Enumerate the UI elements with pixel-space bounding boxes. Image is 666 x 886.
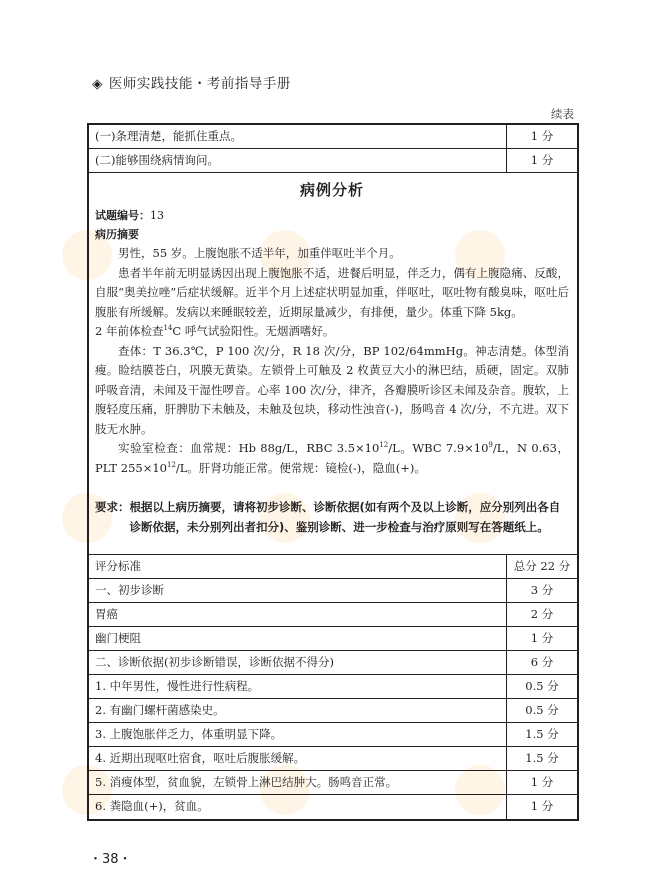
criterion-cell: 1. 中年男性，慢性进行性病程。 [89,675,507,698]
score-cell: 1 分 [530,799,554,813]
score-cell: 1 分 [530,129,554,143]
criterion-cell: 幽门梗阻 [89,627,507,650]
score-cell: 3 分 [530,583,554,597]
criterion-cell: 4. 近期出现呕吐宿食，呕吐后腹胀缓解。 [89,747,507,770]
table-row [89,795,577,819]
score-cell: 1 分 [530,775,554,789]
table-row [89,579,577,603]
chief-complaint: 男性，55 岁。上腹饱胀不适半年，加重伴呕吐半个月。 [118,246,401,260]
criterion-cell: (二)能够围绕病情询问。 [89,149,507,172]
criterion-cell: 二、诊断依据(初步诊断错误，诊断依据不得分) [89,651,507,674]
physical-exam: 查体：T 36.3℃，P 100 次/分，R 18 次/分，BP 102/64mmHg。神志清楚。体型消瘦。睑结膜苍白，巩膜无黄染。左锁骨上可触及 2 枚黄豆大小的淋巴结，质硬，固定。双肺呼吸音清，未闻及干湿性啰音。心率 100 次/分，律齐，各瓣膜听诊区未闻及杂音。腹软，上腹轻度压痛，肝脾肋下未触及，未触及包块，移动性浊音(-)，肠鸣音 4 次/分，不亢进。双下肢无水肿。 [95,343,569,436]
book-title: 医师实践技能・考前指导手册 [108,76,291,92]
table-row [89,747,577,771]
history-label: 病历摘要 [95,228,139,241]
table-row [89,627,577,651]
question-number-label: 试题编号： [95,209,150,222]
question-number [95,206,569,225]
criterion-cell: (一)条理清楚，能抓住重点。 [89,125,507,148]
table-row [89,771,577,795]
criterion-cell: 一、初步诊断 [89,579,507,602]
score-cell: 1.5 分 [525,751,559,765]
table-row [89,651,577,675]
scoring-table [87,123,579,821]
continued-table-label: 续表 [551,107,574,121]
criterion-cell: 胃癌 [89,603,507,626]
score-cell: 0.5 分 [525,679,559,693]
criterion-cell: 3. 上腹饱胀伴乏力，体重明显下降。 [89,723,507,746]
present-illness: 患者半年前无明显诱因出现上腹饱胀不适，进餐后明显，伴乏力，偶有上腹隐痛、反酸，自服“奥美拉唑”后症状缓解。近半个月上述症状明显加重，伴呕吐，呕吐物有酸臭味，呕吐后腹胀有所缓解。发病以来睡眠较差，近期尿量减少，有排便，量少。体重下降 5kg。 [95,265,569,319]
score-cell: 2 分 [530,607,554,621]
table-row [89,723,577,747]
score-cell: 1.5 分 [525,727,559,741]
table-row [89,603,577,627]
table-row [89,125,577,149]
case-title: 病例分析 [299,181,364,199]
criterion-cell: 5. 消瘦体型，贫血貌，左锁骨上淋巴结肿大。肠鸣音正常。 [89,771,507,794]
scoring-header-row [89,555,577,579]
score-cell: 1 分 [530,153,554,167]
table-row [89,149,577,173]
requirement-label: 要求： [95,500,130,514]
criterion-cell: 2. 有幽门螺杆菌感染史。 [89,699,507,722]
question-number-value: 13 [150,209,164,222]
requirement-text: 根据以上病历摘要，请将初步诊断、诊断依据(如有两个及以上诊断，应分别列出各自诊断依据，未分别列出者扣分)、鉴别诊断、进一步检查与治疗原则写在答题纸上。 [129,500,561,534]
case-analysis-block [89,173,577,555]
score-cell: 6 分 [530,655,554,669]
requirement [95,497,569,537]
table-row [89,675,577,699]
score-cell: 1 分 [530,631,554,645]
page-number: ・38・ [89,852,132,867]
lab-results: 实验室检查：血常规：Hb 88g/L，RBC $3.5\times 10^{12}/L$。WBC $7.9\times 10^9/L$，N 0.63，PLT $255\times 10^{12}/L$。肝肾功能正常。便常规：镜检(-)，隐血(+)。 [95,441,569,475]
past-history: 2 年前体检查$^{14}$C 呼气试验阳性。无烟酒嗜好。 [95,324,335,338]
total-score-header: 总分 22 分 [513,559,571,573]
score-cell: 0.5 分 [525,703,559,717]
criterion-header: 评分标准 [89,555,507,578]
criterion-cell: 6. 粪隐血(+)，贫血。 [89,795,507,819]
running-header [92,72,291,92]
table-row [89,699,577,723]
diamond-icon: ◈ [92,76,103,92]
